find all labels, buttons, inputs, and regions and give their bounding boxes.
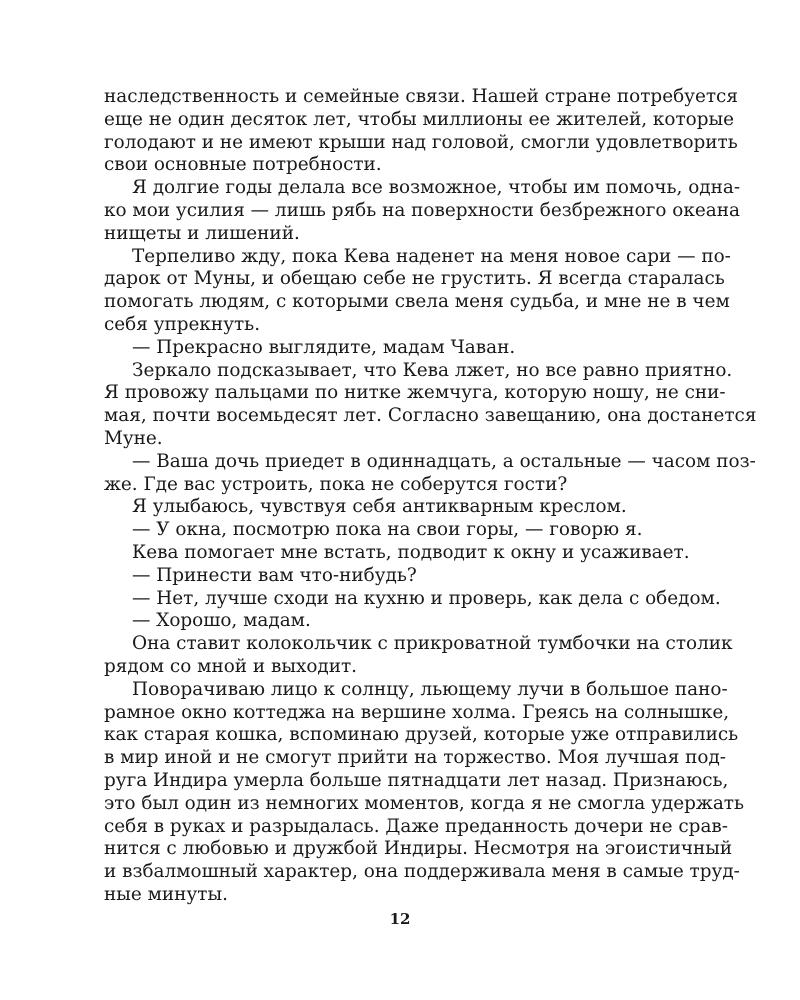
paragraph bbox=[104, 678, 744, 907]
paragraph bbox=[104, 519, 724, 542]
text-line: — Хорошо, мадам. bbox=[132, 610, 311, 632]
paragraph bbox=[104, 177, 741, 245]
paragraph bbox=[104, 610, 724, 633]
body-text bbox=[104, 86, 757, 907]
text-line: свои основные потребности. bbox=[104, 154, 382, 176]
page-number: 12 bbox=[389, 910, 411, 928]
paragraph bbox=[104, 588, 724, 611]
text-line: Кева помогает мне встать, подводит к окну и усаживает. bbox=[132, 541, 690, 563]
text-line: нищеты и лишений. bbox=[104, 222, 300, 244]
text-line: Терпеливо жду, пока Кева наденет на меня новое сари — по- bbox=[132, 245, 731, 267]
text-line: Я улыбаюсь, чувствуя себя антикварным креслом. bbox=[132, 496, 627, 518]
paragraph bbox=[104, 359, 757, 451]
paragraph bbox=[104, 337, 724, 360]
text-line: Она ставит колокольчик с прикроватной тумбочки на столик bbox=[132, 633, 733, 655]
text-line: Я долгие годы делала все возможное, чтобы им помочь, одна- bbox=[132, 177, 741, 199]
paragraph bbox=[104, 565, 724, 588]
text-line: как старая кошка, вспоминаю друзей, которые уже отправились bbox=[104, 724, 739, 746]
paragraph bbox=[104, 86, 738, 177]
text-line: Поворачиваю лицо к солнцу, льющему лучи в большое пано- bbox=[132, 678, 728, 700]
text-line: ные минуты. bbox=[104, 883, 228, 905]
text-line: же. Где вас устроить, пока не соберутся гости? bbox=[104, 473, 568, 495]
text-line: — Прекрасно выглядите, мадам Чаван. bbox=[132, 336, 516, 358]
text-line: это был один из немногих моментов, когда я не смогла удержать bbox=[104, 792, 744, 814]
text-line: дарок от Муны, и обещаю себе не грустить. Я всегда старалась bbox=[104, 268, 725, 290]
text-line: Я провожу пальцами по нитке жемчуга, которую ношу, не сни- bbox=[104, 382, 726, 404]
text-line: мая, почти восемьдесят лет. Согласно завещанию, она достанется bbox=[104, 405, 757, 427]
paragraph bbox=[104, 450, 756, 497]
text-line: себя в руках и разрыдалась. Даже преданность дочери не срав- bbox=[104, 815, 728, 837]
text-line: еще не один десяток лет, чтобы миллионы ее жителей, которые bbox=[104, 108, 735, 130]
paragraph bbox=[104, 633, 733, 679]
text-line: — Ваша дочь приедет в одиннадцать, а остальные — часом поз- bbox=[132, 450, 756, 472]
text-line: ко мои усилия — лишь рябь на поверхности безбрежного океана bbox=[104, 199, 740, 221]
text-line: и взбалмошный характер, она поддерживала меня в самые труд- bbox=[104, 861, 740, 883]
text-line: голодают и не имеют крыши над головой, смогли удовлетворить bbox=[104, 131, 738, 153]
text-line: наследственность и семейные связи. Нашей стране потребуется bbox=[104, 86, 738, 107]
text-line: нится с любовью и дружбой Индиры. Несмотря на эгоистичный bbox=[104, 838, 733, 860]
paragraph bbox=[104, 542, 724, 565]
paragraph bbox=[104, 245, 731, 337]
text-line: Зеркало подсказывает, что Кева лжет, но все равно приятно. bbox=[132, 359, 733, 381]
text-line: в мир иной и не смогут прийти на торжество. Моя лучшая под- bbox=[104, 747, 727, 769]
text-line: помогать людям, с которыми свела меня судьба, и мне не в чем bbox=[104, 291, 730, 313]
text-line: рядом со мной и выходит. bbox=[104, 655, 358, 677]
text-line: руга Индира умерла больше пятнадцати лет назад. Признаюсь, bbox=[104, 769, 729, 791]
text-line: — Нет, лучше сходи на кухню и проверь, как дела с обедом. bbox=[132, 587, 721, 609]
text-line: себя упрекнуть. bbox=[104, 313, 261, 335]
text-line: Муне. bbox=[104, 427, 163, 449]
text-line: — Принести вам что-нибудь? bbox=[132, 564, 417, 586]
paragraph bbox=[104, 496, 724, 519]
text-line: рамное окно коттеджа на вершине холма. Греясь на солнышке, bbox=[104, 701, 730, 723]
text-line: — У окна, посмотрю пока на свои горы, — говорю я. bbox=[132, 519, 643, 541]
